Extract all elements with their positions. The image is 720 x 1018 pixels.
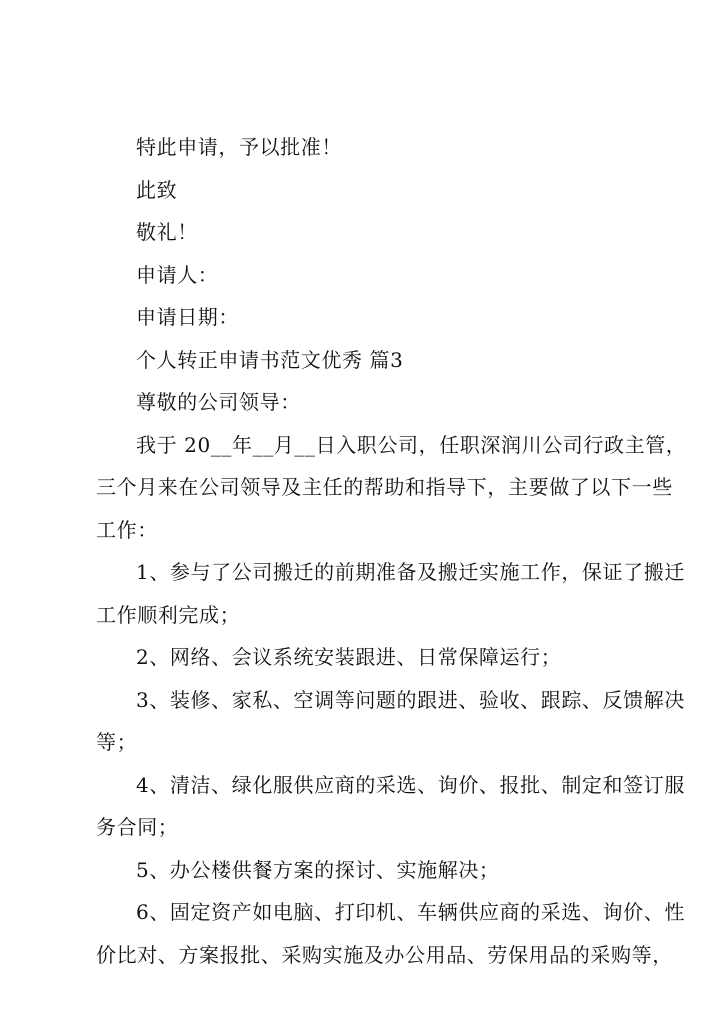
list-item-line: 6、固定资产如电脑、打印机、车辆供应商的采选、询价、性 xyxy=(136,900,685,924)
document-body xyxy=(96,126,687,976)
list-item-line: 4、清洁、绿化服供应商的采选、询价、报批、制定和签订服 xyxy=(136,772,685,797)
list-item-line: 5、办公楼供餐方案的探讨、实施解决； xyxy=(136,857,500,882)
list-item-line: 2、网络、会议系统安装跟进、日常保障运行； xyxy=(136,645,562,669)
intro-paragraph-line: 我于 20__年__月__日入职公司，任职深润川公司行政主管， xyxy=(136,432,687,457)
list-item-line: 等； xyxy=(96,730,138,754)
applicant-label: 申请人： xyxy=(136,262,219,287)
list-item-line: 价比对、方案报批、采购实施及办公用品、劳保用品的采购等， xyxy=(96,942,673,967)
intro-paragraph-line: 工作： xyxy=(96,517,158,542)
section-title: 个人转正申请书范文优秀 篇3 xyxy=(136,347,404,372)
salutation-line: 敬礼！ xyxy=(136,220,198,244)
application-date-label: 申请日期： xyxy=(136,305,239,329)
list-item-line: 工作顺利完成； xyxy=(96,602,241,627)
salutation-line: 此致 xyxy=(136,177,178,202)
list-item-line: 1、参与了公司搬迁的前期准备及搬迁实施工作，保证了搬迁 xyxy=(136,560,685,584)
list-item-line: 3、装修、家私、空调等问题的跟进、验收、跟踪、反馈解决 xyxy=(136,687,685,712)
intro-paragraph-line: 三个月来在公司领导及主任的帮助和指导下，主要做了以下一些 xyxy=(96,475,673,499)
greeting: 尊敬的公司领导： xyxy=(136,390,301,414)
request-line: 特此申请，予以批准！ xyxy=(136,135,342,159)
list-item-line: 务合同； xyxy=(96,815,179,839)
